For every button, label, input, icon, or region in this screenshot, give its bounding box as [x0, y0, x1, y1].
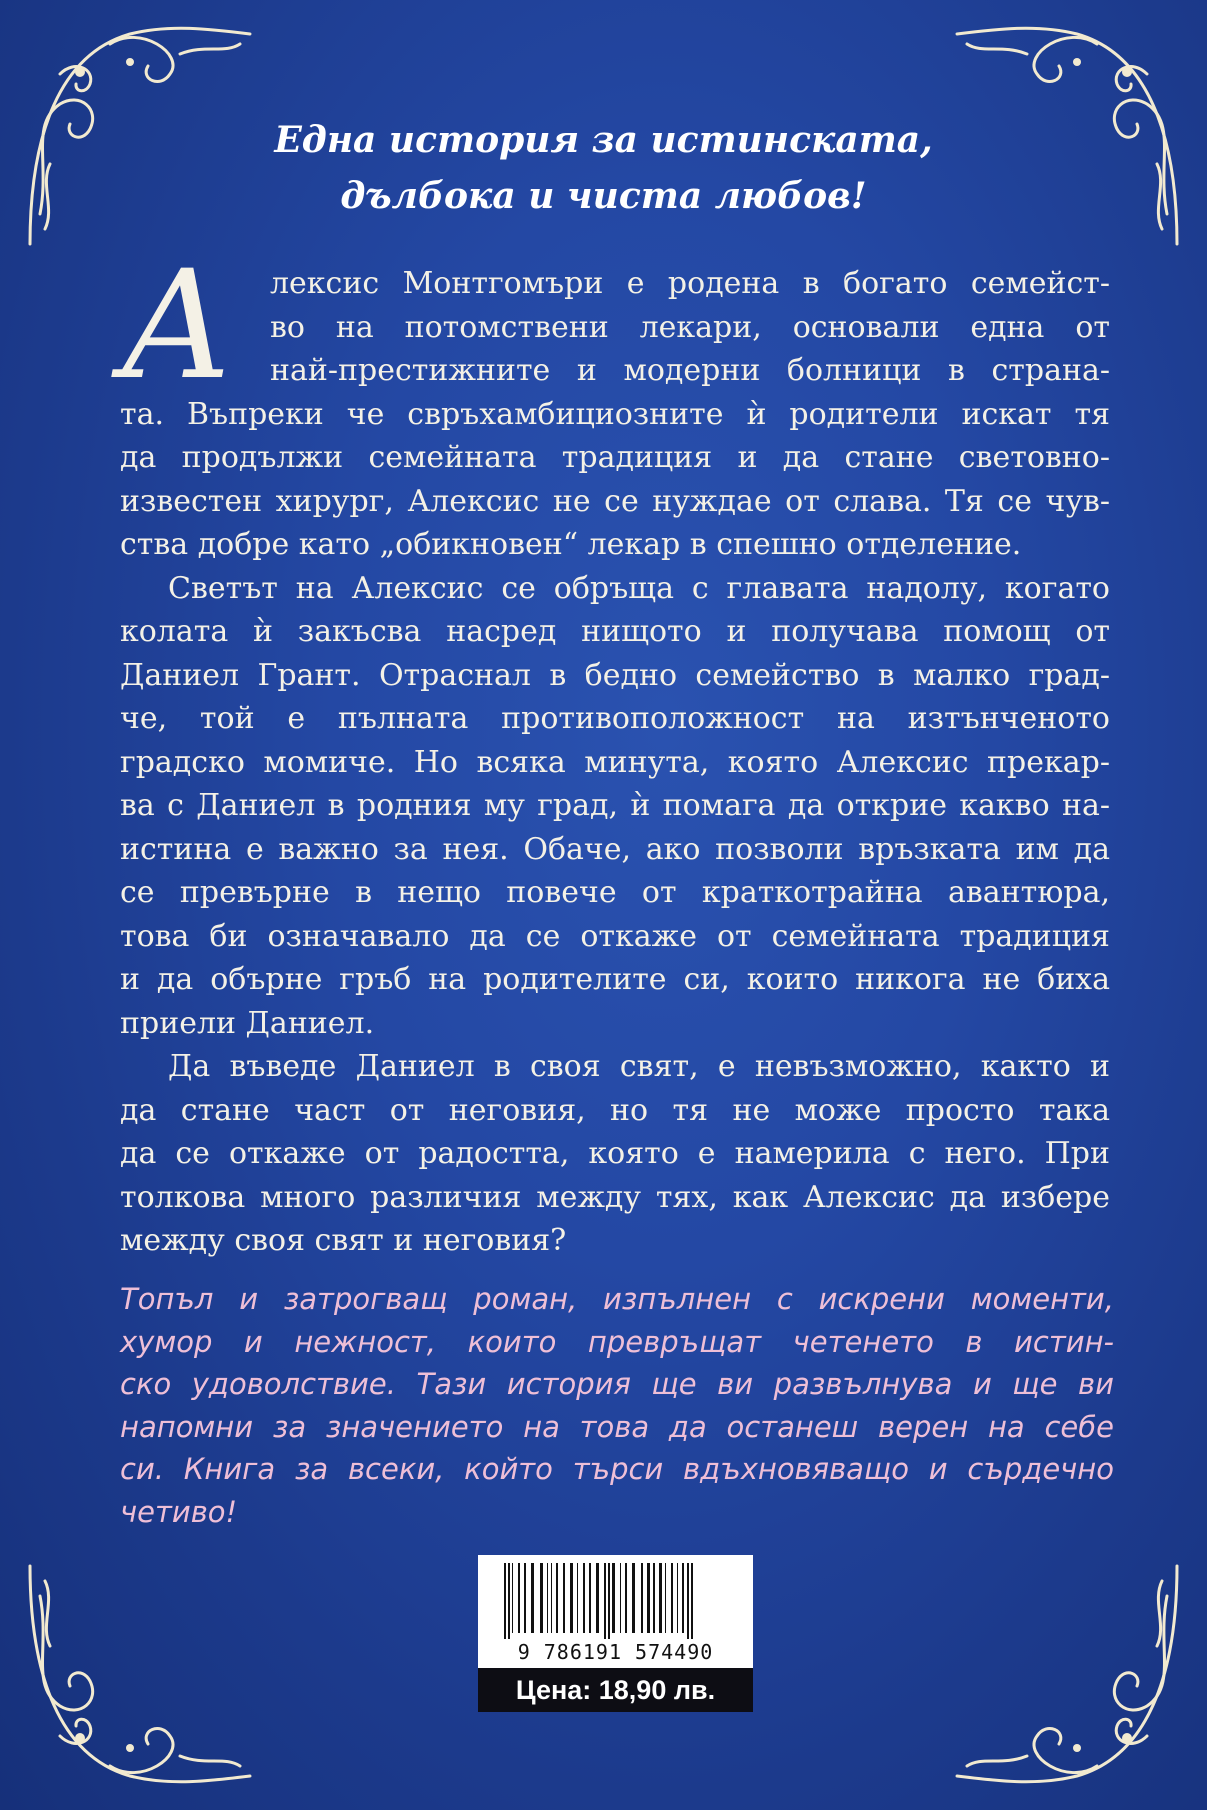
isbn-number: 9 786191 574490	[517, 1640, 714, 1664]
blurb-line: четиво!	[120, 1494, 238, 1529]
barcode-bar	[647, 1563, 650, 1633]
barcode-bar	[625, 1563, 627, 1633]
barcode-bar	[524, 1563, 526, 1633]
text-line: колата ѝ закъсва насред нищото и получава помощ от	[120, 614, 1110, 649]
text-line: толкова много различия между тях, как Алексис да избере	[120, 1179, 1110, 1215]
barcode-bar	[620, 1563, 621, 1633]
barcode-bar	[691, 1563, 693, 1639]
text-line: да продължи семейната традиция и да стане световно-	[120, 440, 1110, 475]
blurb-line: си. Книга за всеки, който търси вдъхновяващо и сърдечно	[120, 1452, 1114, 1486]
tagline-line: дълбока и чиста любов!	[340, 175, 867, 217]
blurb-line: хумор и нежност, които превръщат четенето в истин-	[120, 1324, 1114, 1359]
barcode-bars	[478, 1555, 753, 1640]
text-line: известен хирург, Алексис не се нуждае от слава. Тя се чув-	[120, 483, 1110, 519]
barcode-bar	[563, 1563, 565, 1633]
text-line: най-престижните и модерни болници в страна-	[270, 353, 1110, 388]
text-line: ства добре като „обикновен“ лекар в спешно отделение.	[120, 527, 1022, 562]
tagline	[200, 112, 1007, 224]
text-line: да стане част от неговия, но тя не може просто така	[120, 1092, 1110, 1128]
barcode-bar	[547, 1563, 548, 1633]
corner-ornament-icon	[937, 1546, 1187, 1796]
text-line: ва с Даниел в родния му град, ѝ помага да открие какво на-	[120, 788, 1110, 823]
blurb-line: Топъл и затрогващ роман, изпълнен с искрени моменти,	[120, 1282, 1114, 1316]
barcode-bar	[551, 1563, 552, 1633]
barcode-bar	[659, 1563, 662, 1633]
text-line: во на потомствени лекари, основали една от	[270, 309, 1110, 345]
barcode-bar	[665, 1563, 666, 1633]
blurb-line: напомни за значението на това да останеш верен на себе	[120, 1409, 1114, 1444]
barcode-bar	[653, 1563, 655, 1633]
barcode-bar	[596, 1563, 599, 1633]
barcode-bar	[589, 1563, 591, 1633]
barcode-bar	[512, 1563, 513, 1633]
description	[120, 239, 1110, 1263]
corner-ornament-icon	[20, 1546, 270, 1796]
barcode-bar	[687, 1563, 689, 1639]
text-line: Светът на Алексис се обръща с главата надолу, когато	[168, 570, 1110, 606]
barcode-bar	[677, 1563, 678, 1633]
barcode-bar	[518, 1563, 520, 1633]
price-label: Цена: 18,90 лв.	[478, 1668, 753, 1712]
barcode-bar	[671, 1563, 673, 1633]
barcode-bar	[612, 1563, 615, 1633]
barcode-bar	[632, 1563, 635, 1633]
text-line: да се откаже от радостта, която е намерила с него. При	[120, 1136, 1110, 1171]
barcode-bar	[570, 1563, 573, 1633]
drop-cap-letter: А	[120, 239, 234, 413]
barcode-bar	[682, 1563, 684, 1633]
barcode-bar	[531, 1563, 534, 1633]
barcode-bar	[540, 1563, 543, 1633]
text-line: истина е важно за нея. Обаче, ако позволи връзката им да	[120, 831, 1110, 867]
text-line: и да обърне гръб на родителите си, които никога не биха	[120, 962, 1110, 997]
barcode-bar	[641, 1563, 643, 1633]
barcode-bar	[608, 1563, 610, 1639]
text-line: това би означавало да се откаже от семейната традиция	[120, 918, 1110, 954]
barcode-bar	[604, 1563, 606, 1639]
barcode	[478, 1555, 753, 1668]
tagline-line: Една история за истинската,	[274, 119, 933, 161]
text-line: лексис Монтгомъри е родена в богато семейст-	[270, 266, 1110, 301]
text-line: приели Даниел.	[120, 1005, 375, 1041]
barcode-bar	[583, 1563, 585, 1633]
barcode-bar	[577, 1563, 578, 1633]
blurb	[120, 1278, 1114, 1533]
text-line: градско момиче. Но всяка минута, която Алексис прекар-	[120, 744, 1110, 780]
text-line: между своя свят и неговия?	[120, 1223, 567, 1258]
barcode-bar	[504, 1563, 506, 1639]
barcode-bar	[556, 1563, 558, 1633]
blurb-line: ско удоволствие. Тази история ще ви развълнува и ще ви	[120, 1367, 1114, 1401]
barcode-bar	[508, 1563, 510, 1639]
text-line: Даниел Грант. Отраснал в бедно семейство в малко град-	[120, 657, 1110, 693]
text-line: че, той е пълната противоположност на изтънченото	[120, 701, 1110, 736]
text-line: Да въведе Даниел в своя свят, е невъзможно, както и	[168, 1049, 1110, 1084]
text-line: та. Въпреки че свръхамбициозните ѝ родители искат тя	[120, 396, 1110, 432]
text-line: се превърне в нещо повече от краткотрайна авантюра,	[120, 875, 1110, 910]
